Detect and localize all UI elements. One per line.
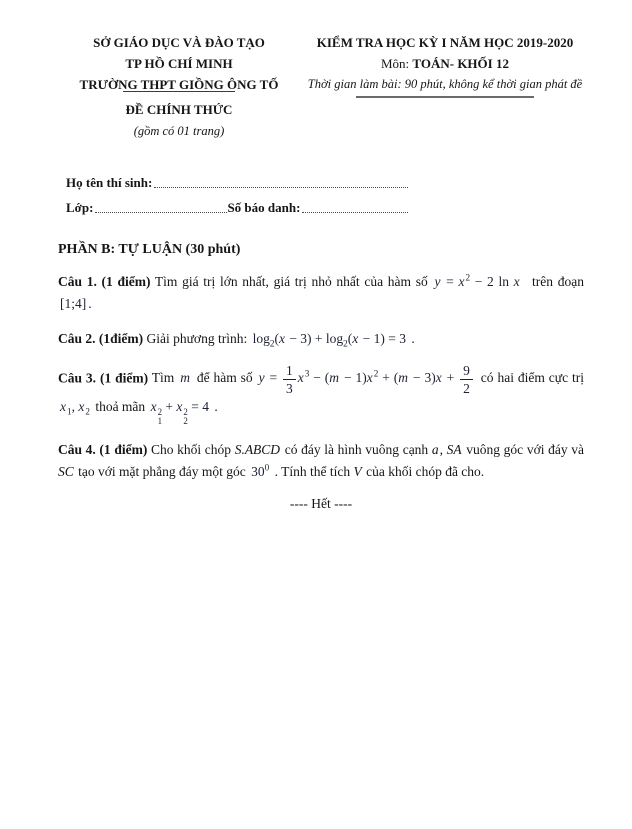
school-name: TRƯỜNG THPT GIỒNG ÔNG TỐ (79, 77, 279, 92)
student-name-row (66, 166, 408, 191)
student-name-label: Họ tên thí sinh: (66, 175, 153, 190)
pages-note: (gồm có 01 trang) (133, 124, 225, 138)
subject-line (306, 53, 584, 74)
document-header (58, 32, 584, 142)
city-name: TP HỒ CHÍ MINH (125, 56, 233, 71)
question-4-body: Cho khối chóp S.ABCD có đáy là hình vuông cạnh a, SA vuông góc với đáy và SC tạo với mặt phẳng đáy một góc $30^0$ . Tính thể tích V của khối chóp đã cho. (58, 442, 584, 480)
question-4-label: Câu 4. (1 điểm) (58, 442, 148, 458)
student-info-block (66, 166, 408, 216)
question-2-body: Giải phương trình: $\log_2(x - 3) + \log_2(x - 1) = 3$ . (143, 330, 415, 349)
header-left-column (58, 32, 300, 142)
student-class-row (66, 191, 408, 216)
subject-value: TOÁN- KHỐI 12 (412, 56, 509, 71)
student-id-dotted-line (302, 212, 408, 213)
class-dotted-line (95, 212, 227, 213)
question-3-label: Câu 3. (1 điểm) (58, 370, 149, 386)
subject-label: Môn: (381, 56, 413, 71)
question-4 (58, 439, 584, 483)
class-label: Lớp: (66, 200, 94, 215)
question-1 (58, 271, 584, 315)
exam-title: KIỂM TRA HỌC KỲ I NĂM HỌC 2019-2020 (316, 35, 574, 50)
section-title: PHẦN B: TỰ LUẬN (30 phút) (58, 242, 241, 257)
header-right-column (300, 32, 584, 98)
question-2-label: Câu 2. (1điểm) (58, 330, 144, 346)
time-note: Thời gian làm bài: 90 phút, không kể thời gian phát đề (307, 77, 583, 91)
student-id-label: Số báo danh: (227, 200, 301, 215)
official-exam-label: ĐỀ CHÍNH THỨC (125, 102, 233, 117)
time-note-underline (356, 96, 534, 98)
question-2 (58, 328, 584, 350)
end-marker: ---- Hết ---- (289, 495, 353, 511)
question-1-label: Câu 1. (1 điểm) (58, 274, 151, 289)
question-3 (58, 363, 584, 427)
department-name: SỞ GIÁO DỤC VÀ ĐÀO TẠO (93, 35, 265, 50)
question-1-body: Tìm giá trị lớn nhất, giá trị nhỏ nhất của hàm số $y = x^2 - 2$ ln x trên đoạn [1;4] . (60, 272, 584, 311)
student-name-dotted-line (154, 187, 408, 188)
question-3-body: Tìm m để hàm số y = $\frac{1}{3}$ $x^3 - (m - 1)x^2 + (m - 3)x$ + $\frac{9}{2}$ có hai điểm cực trị $x_1$, $x_2$ thoả mãn x 2 1 + x 2 2 = 4 . (60, 362, 584, 426)
